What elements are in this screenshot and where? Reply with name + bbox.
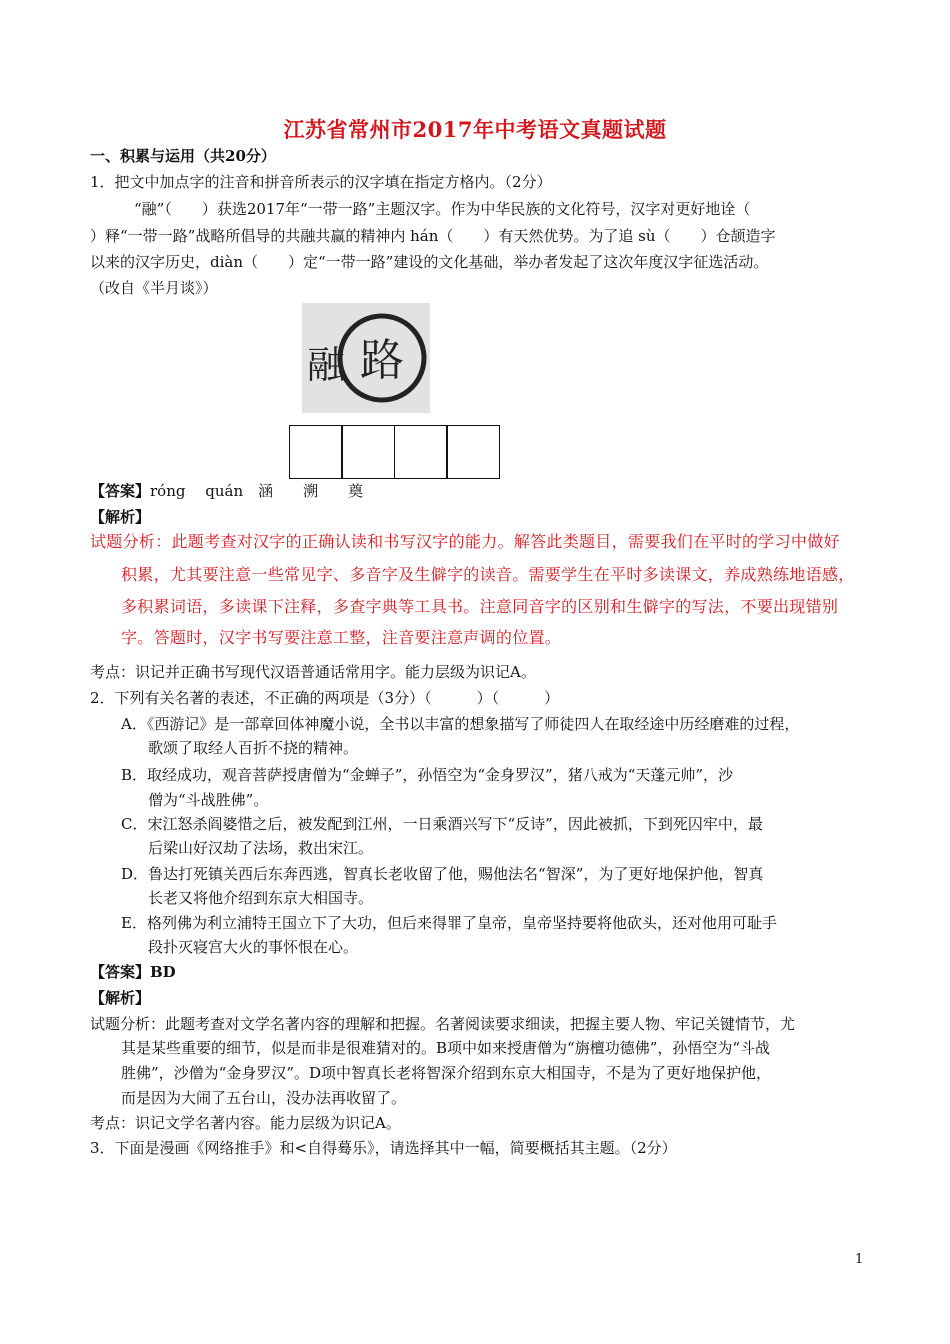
rong-seal-image (302, 303, 430, 413)
section-heading: 一、积累与运用（共20分） (90, 147, 276, 165)
seal-char-left: 融 (306, 343, 346, 387)
answer-box[interactable] (394, 425, 448, 479)
q1-answer (90, 481, 363, 501)
analysis-label: 【解析】 (90, 989, 151, 1007)
q2-analysis-line: 而是因为大闹了五台山，没办法再收留了。 (121, 1089, 407, 1107)
answer-box[interactable] (446, 425, 500, 479)
q2-option-a: A．《西游记》是一部章回体神魔小说，全书以丰富的想象描写了师徒四人在取经途中历经磨难的过程， (121, 715, 800, 733)
q2-option-d-cont: 长老又将他介绍到东京大相国寺。 (148, 889, 374, 907)
q1-paragraph-line: 以来的汉字历史，diàn（ ）定“一带一路”建设的文化基础，举办者发起了这次年度汉字征选活动。 (90, 253, 769, 271)
q1-source: （改自《半月谈》） (90, 279, 218, 297)
q1-stem: 1．把文中加点字的注音和拼音所表示的汉字填在指定方格内。（2分） (90, 173, 552, 191)
q2-option-c-cont: 后梁山好汉劫了法场，救出宋江。 (148, 839, 374, 857)
q1-analysis-line: 积累，尤其要注意一些常见字、多音字及生僻字的读音。需要学生在平时多读课文，养成熟练地语感， (121, 565, 855, 584)
q2-option-c: C．宋江怒杀阎婆惜之后，被发配到江州，一日乘酒兴写下“反诗”，因此被抓，下到死囚牢中，最 (121, 815, 763, 833)
q1-paragraph-line: “融”（ ）获选2017年“一带一路”主题汉字。作为中华民族的文化符号，汉字对更好地诠（ (134, 200, 751, 218)
q2-kaodian: 考点：识记文学名著内容。能力层级为识记A。 (90, 1114, 401, 1132)
answer-box[interactable] (289, 425, 343, 479)
q1-paragraph-line: ）释“一带一路”战略所倡导的共融共赢的精神内 hán（ ）有天然优势。为了追 sù（ ）仓颉造字 (90, 227, 776, 245)
q2-option-b: B．取经成功，观音菩萨授唐僧为“金蝉子”，孙悟空为“金身罗汉”，猪八戒为“天蓬元帅”，沙 (121, 766, 734, 784)
q2-option-d: D．鲁达打死镇关西后东奔西逃，智真长老收留了他，赐他法名“智深”，为了更好地保护他，智真 (121, 865, 764, 883)
q1-analysis-line: 字。答题时，汉字书写要注意工整，注音要注意声调的位置。 (121, 628, 562, 647)
q1-kaodian: 考点：识记并正确书写现代汉语普通话常用字。能力层级为识记A。 (90, 663, 536, 681)
q1-analysis-line: 试题分析：此题考查对汉字的正确认读和书写汉字的能力。解答此类题目，需要我们在平时的学习中做好 (90, 532, 840, 551)
q2-stem: 2．下列有关名著的表述，不正确的两项是（3分）（ ）（ ） (90, 689, 560, 707)
q2-analysis-line: 其是某些重要的细节，似是而非是很难猜对的。B项中如来授唐僧为“旃檀功德佛”，孙悟空为“斗战 (121, 1039, 771, 1057)
analysis-label: 【解析】 (90, 508, 151, 526)
q3-stem: 3．下面是漫画《网络推手》和<自得蓦乐》，请选择其中一幅，简要概括其主题。（2分） (90, 1139, 677, 1157)
q2-option-e: E．格列佛为利立浦特王国立下了大功，但后来得罪了皇帝，皇帝坚持要将他砍头，还对他用可耻手 (121, 914, 777, 932)
seal-char-right: 路 (360, 335, 404, 386)
q2-option-e-cont: 段扑灭寝宫大火的事怀恨在心。 (148, 938, 359, 956)
page-title: 江苏省常州市2017年中考语文真题试题 (283, 117, 667, 142)
q2-answer: 【答案】BD (90, 963, 176, 981)
q2-option-a-cont: 歌颂了取经人百折不挠的精神。 (148, 739, 359, 757)
answer-text: róng quán 涵 溯 奠 (150, 482, 364, 500)
q2-option-b-cont: 僧为“斗战胜佛”。 (148, 791, 269, 809)
q2-analysis-line: 试题分析：此题考查对文学名著内容的理解和把握。名著阅读要求细读，把握主要人物、牢记关键情节，尤 (90, 1015, 796, 1033)
q2-analysis-line: 胜佛”，沙僧为“金身罗汉”。D项中智真长老将智深介绍到东京大相国寺，不是为了更好地保护他， (121, 1064, 772, 1082)
answer-label: 【答案】 (90, 482, 151, 500)
answer-box[interactable] (341, 425, 395, 479)
answer-grid (290, 425, 500, 479)
q1-analysis-line: 多积累词语，多读课下注释，多查字典等工具书。注意同音字的区别和生僻字的写法，不要出现错别 (121, 597, 839, 616)
page-number: 1 (855, 1252, 864, 1267)
